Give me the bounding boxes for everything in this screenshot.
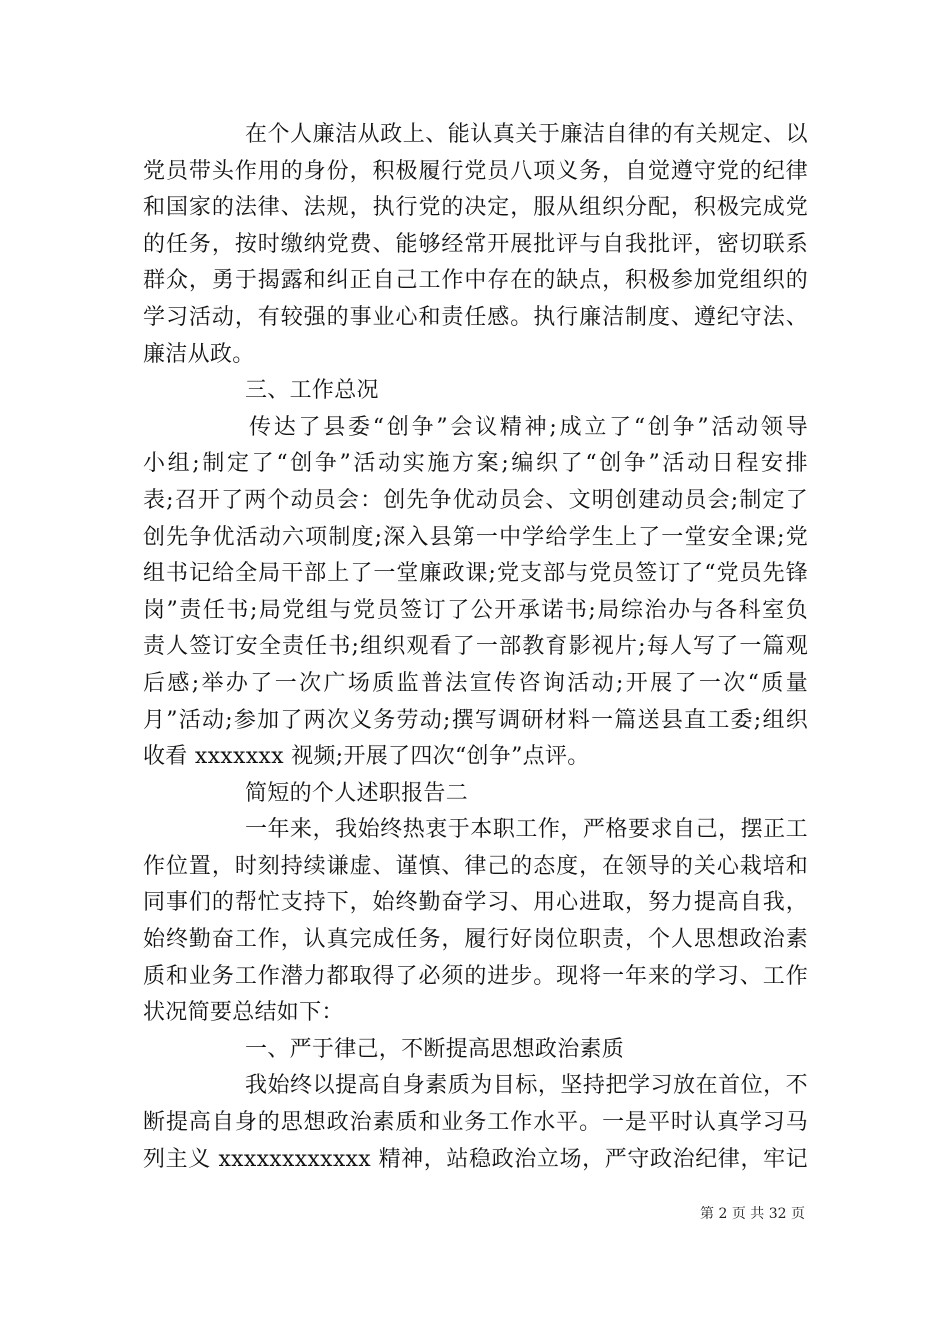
paragraph-line: 责人签订安全责任书;组织观看了一部教育影视片;每人写了一篇观 <box>143 634 808 660</box>
report-title: 简短的个人述职报告二 <box>245 780 469 806</box>
paragraph-line: 廉洁从政。 <box>143 341 255 367</box>
paragraph-line: 收看 xxxxxxx 视频;开展了四次“创争”点评。 <box>143 744 590 770</box>
paragraph-line: 群众，勇于揭露和纠正自己工作中存在的缺点，积极参加党组织的 <box>143 268 808 294</box>
paragraph-line: 月”活动;参加了两次义务劳动;撰写调研材料一篇送县直工委;组织 <box>143 707 808 733</box>
paragraph-line: 组书记给全局干部上了一堂廉政课;党支部与党员签订了“党员先锋 <box>143 561 808 587</box>
paragraph-line: 始终勤奋工作，认真完成任务，履行好岗位职责，个人思想政治素 <box>143 927 808 953</box>
paragraph-line: 传达了县委“创争”会议精神;成立了“创争”活动领导 <box>249 414 808 440</box>
paragraph-line: 一年来，我始终热衷于本职工作，严格要求自己，摆正工 <box>245 817 808 843</box>
paragraph-line: 断提高自身的思想政治素质和业务工作水平。一是平时认真学习马 <box>143 1110 808 1136</box>
paragraph-line: 在个人廉洁从政上、能认真关于廉洁自律的有关规定、以 <box>245 122 808 147</box>
paragraph-line: 状况简要总结如下： <box>143 1000 344 1026</box>
paragraph-line: 岗”责任书;局党组与党员签订了公开承诺书;局综治办与各科室负 <box>143 597 808 623</box>
paragraph-line: 后感;举办了一次广场质监普法宣传咨询活动;开展了一次“质量 <box>143 670 808 696</box>
paragraph-line: 小组;制定了“创争”活动实施方案;编织了“创争”活动日程安排 <box>143 451 808 477</box>
document-body <box>143 117 808 1178</box>
paragraph-line: 我始终以提高自身素质为目标，坚持把学习放在首位，不 <box>245 1073 808 1099</box>
paragraph-line: 学习活动，有较强的事业心和责任感。执行廉洁制度、遵纪守法、 <box>143 304 808 330</box>
section-heading: 三、工作总况 <box>245 378 379 404</box>
paragraph-line: 和国家的法律、法规，执行党的决定，服从组织分配，积极完成党 <box>143 195 808 221</box>
paragraph-line: 创先争优活动六项制度;深入县第一中学给学生上了一堂安全课;党 <box>143 524 808 550</box>
paragraph-line: 的任务，按时缴纳党费、能够经常开展批评与自我批评，密切联系 <box>143 231 808 257</box>
paragraph-line: 党员带头作用的身份，积极履行党员八项义务，自觉遵守党的纪律 <box>143 158 808 184</box>
paragraph-line: 同事们的帮忙支持下，始终勤奋学习、用心进取，努力提高自我， <box>143 890 808 916</box>
paragraph-line: 作位置，时刻持续谦虚、谨慎、律己的态度，在领导的关心栽培和 <box>143 853 808 879</box>
section-heading: 一、严于律己，不断提高思想政治素质 <box>245 1036 625 1062</box>
paragraph-line: 表;召开了两个动员会：创先争优动员会、文明创建动员会;制定了 <box>143 487 808 513</box>
paragraph-line: 质和业务工作潜力都取得了必须的进步。现将一年来的学习、工作 <box>143 963 808 989</box>
paragraph-line: 列主义 xxxxxxxxxxxx 精神，站稳政治立场，严守政治纪律，牢记 <box>143 1146 808 1172</box>
page-number-footer: 第 2 页 共 32 页 <box>700 1206 805 1222</box>
